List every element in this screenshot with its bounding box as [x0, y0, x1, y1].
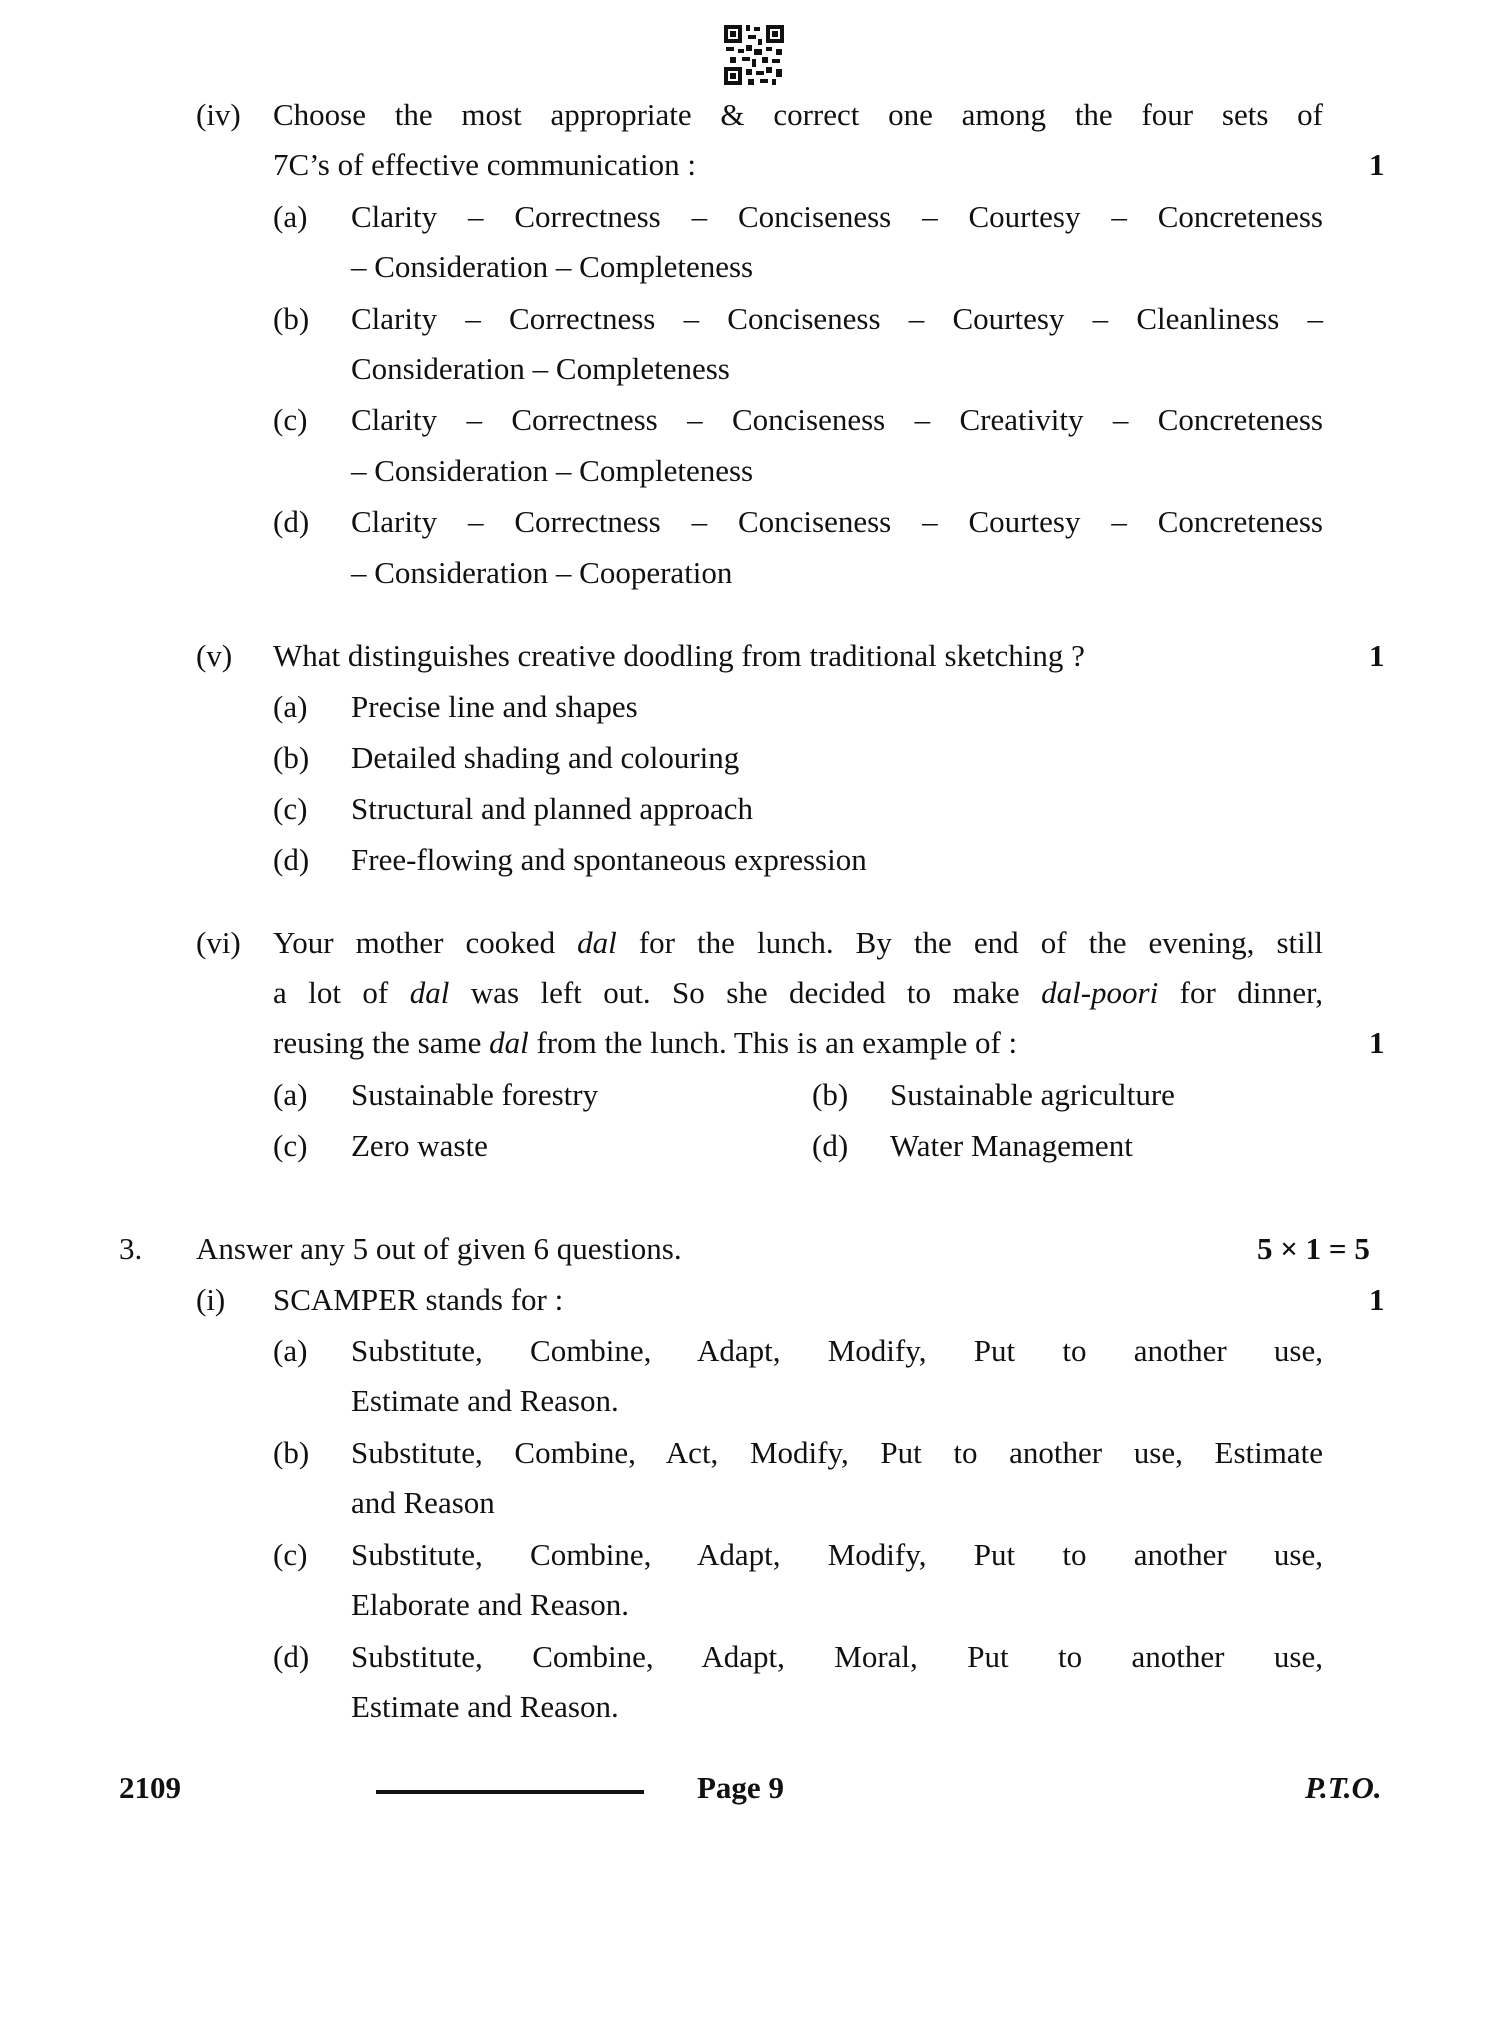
- option-text: Substitute, Combine, Adapt, Moral, Put to another use,: [351, 1639, 1323, 1674]
- question-text: a lot of dal was left out. So she decided to make dal-poori for dinner,: [273, 975, 1323, 1010]
- footer-rule: [376, 1790, 644, 1794]
- option-text: Sustainable forestry: [351, 1077, 599, 1112]
- option-label: (d): [273, 842, 310, 877]
- option-text: Detailed shading and colouring: [351, 740, 740, 775]
- question-number: (i): [196, 1282, 226, 1317]
- option-text: Estimate and Reason.: [351, 1383, 619, 1418]
- option-text: Water Management: [890, 1128, 1133, 1163]
- question-text: Choose the most appropriate & correct one among the four sets of: [273, 97, 1323, 132]
- marks: 1: [1369, 147, 1385, 182]
- option-label: (a): [273, 1333, 308, 1368]
- question-text: 7C’s of effective communication :: [273, 147, 696, 182]
- question-number: (vi): [196, 925, 241, 960]
- question-text: Your mother cooked dal for the lunch. By the end of the evening, still: [273, 925, 1323, 960]
- option-text: – Consideration – Completeness: [351, 249, 754, 284]
- section-instruction: Answer any 5 out of given 6 questions.: [196, 1231, 682, 1266]
- option-text: Clarity – Correctness – Conciseness – Courtesy – Concreteness: [351, 504, 1323, 539]
- marks: 1: [1369, 638, 1385, 673]
- option-text: Estimate and Reason.: [351, 1689, 619, 1724]
- question-text: reusing the same dal from the lunch. This is an example of :: [273, 1025, 1018, 1060]
- option-label: (c): [273, 791, 308, 826]
- qr-code: [722, 22, 786, 88]
- option-label: (c): [273, 402, 308, 437]
- section-marks: 5 × 1 = 5: [1257, 1231, 1370, 1266]
- option-text: Structural and planned approach: [351, 791, 753, 826]
- option-text: Substitute, Combine, Adapt, Modify, Put to another use,: [351, 1537, 1323, 1572]
- option-label: (d): [273, 1639, 310, 1674]
- option-text: Precise line and shapes: [351, 689, 638, 724]
- marks: 1: [1369, 1025, 1385, 1060]
- option-text: Substitute, Combine, Adapt, Modify, Put to another use,: [351, 1333, 1323, 1368]
- pto-label: P.T.O.: [1305, 1770, 1382, 1805]
- option-text: Clarity – Correctness – Conciseness – Courtesy – Concreteness: [351, 199, 1323, 234]
- question-number: (v): [196, 638, 233, 673]
- option-text: Substitute, Combine, Act, Modify, Put to another use, Estimate: [351, 1435, 1323, 1470]
- option-text: Sustainable agriculture: [890, 1077, 1175, 1112]
- option-label: (d): [273, 504, 310, 539]
- paper-code: 2109: [119, 1770, 181, 1805]
- question-text: SCAMPER stands for :: [273, 1282, 564, 1317]
- option-text: Clarity – Correctness – Conciseness – Creativity – Concreteness: [351, 402, 1323, 437]
- option-label: (b): [812, 1077, 849, 1112]
- option-label: (a): [273, 199, 308, 234]
- option-text: Free-flowing and spontaneous expression: [351, 842, 867, 877]
- question-text: What distinguishes creative doodling from traditional sketching ?: [273, 638, 1085, 673]
- page-number: Page 9: [697, 1770, 784, 1805]
- option-label: (b): [273, 1435, 310, 1470]
- option-text: and Reason: [351, 1485, 495, 1520]
- option-label: (d): [812, 1128, 849, 1163]
- option-label: (c): [273, 1128, 308, 1163]
- option-text: – Consideration – Cooperation: [351, 555, 733, 590]
- option-label: (c): [273, 1537, 308, 1572]
- section-number: 3.: [119, 1231, 143, 1266]
- option-text: Clarity – Correctness – Conciseness – Courtesy – Cleanliness –: [351, 301, 1323, 336]
- option-text: Consideration – Completeness: [351, 351, 730, 386]
- question-number: (iv): [196, 97, 241, 132]
- option-text: Zero waste: [351, 1128, 488, 1163]
- option-label: (b): [273, 740, 310, 775]
- option-text: – Consideration – Completeness: [351, 453, 754, 488]
- option-label: (a): [273, 1077, 308, 1112]
- option-label: (a): [273, 689, 308, 724]
- option-label: (b): [273, 301, 310, 336]
- option-text: Elaborate and Reason.: [351, 1587, 630, 1622]
- marks: 1: [1369, 1282, 1385, 1317]
